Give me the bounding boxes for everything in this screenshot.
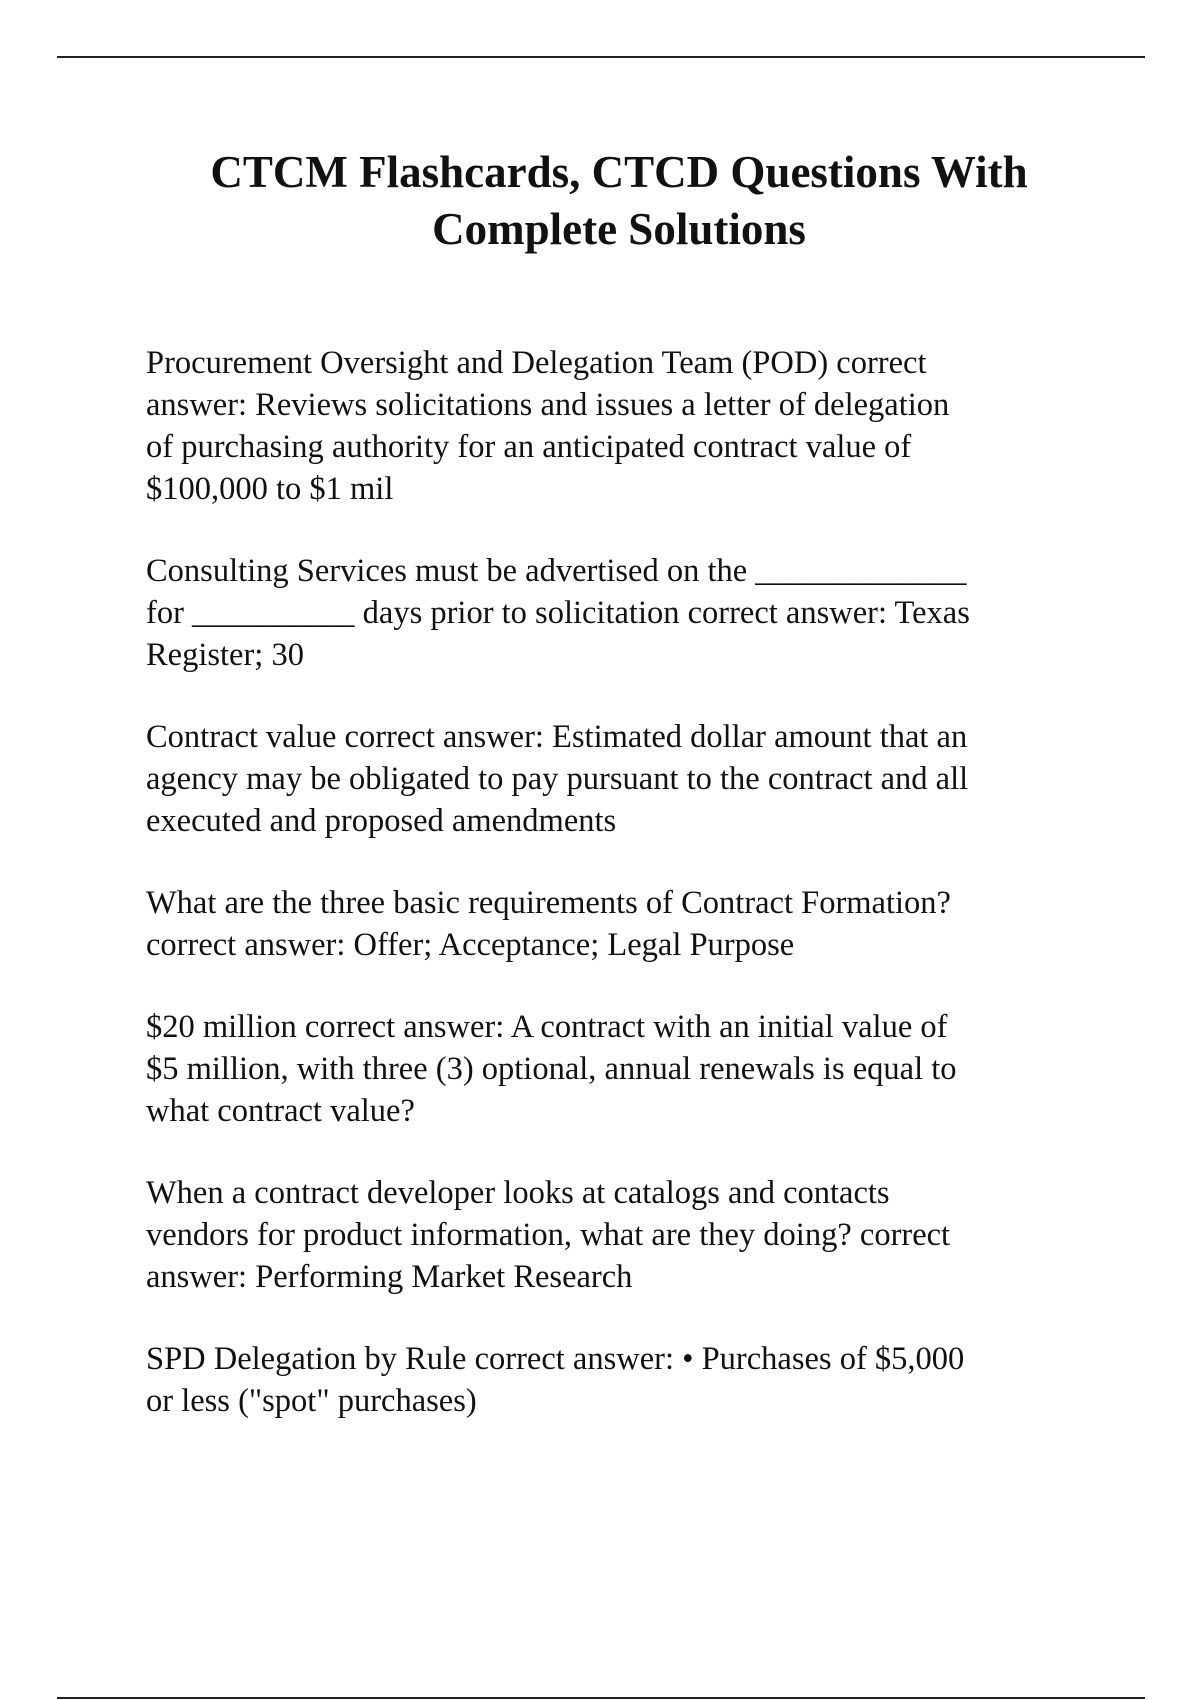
entry-line: agency may be obligated to pay pursuant to the contract and all [146,761,969,797]
flashcard-entry-pod [146,342,1091,510]
entry-line: When a contract developer looks at catalogs and contacts [146,1175,890,1211]
flashcard-entry-contract-formation [146,882,1091,966]
entry-line: SPD Delegation by Rule correct answer: • Purchases of $5,000 [146,1341,965,1377]
flashcard-entry-20-million [146,1006,1091,1132]
entry-line: vendors for product information, what are they doing? correct [146,1217,951,1253]
entry-line: Procurement Oversight and Delegation Team (POD) correct [146,345,927,381]
title-line-1: CTCM Flashcards, CTCD Questions With [210,147,1028,197]
entry-line: answer: Performing Market Research [146,1259,633,1295]
entry-line: correct answer: Offer; Acceptance; Legal Purpose [146,927,795,963]
entry-line: of purchasing authority for an anticipated contract value of [146,429,912,465]
document-title [120,144,1118,258]
entry-line: What are the three basic requirements of Contract Formation? [146,885,951,921]
entry-line: $5 million, with three (3) optional, annual renewals is equal to [146,1051,957,1087]
top-rule [57,56,1145,58]
entry-line: or less ("spot" purchases) [146,1383,477,1419]
flashcard-entry-contract-value [146,716,1091,842]
entry-line: for __________ days prior to solicitation correct answer: Texas [146,595,970,631]
entry-line: Register; 30 [146,637,304,673]
entry-line: $100,000 to $1 mil [146,471,394,507]
entry-line: executed and proposed amendments [146,803,617,839]
entry-line: Contract value correct answer: Estimated dollar amount that an [146,719,968,755]
entry-line: answer: Reviews solicitations and issues a letter of delegation [146,387,950,423]
entry-line: what contract value? [146,1093,415,1129]
flashcard-entry-consulting-services [146,550,1091,676]
entry-line: Consulting Services must be advertised on the _____________ [146,553,967,589]
title-line-2: Complete Solutions [432,204,806,254]
bottom-rule [57,1697,1145,1699]
flashcard-entry-market-research [146,1172,1091,1298]
entry-line: $20 million correct answer: A contract with an initial value of [146,1009,948,1045]
flashcard-list [146,342,1091,1462]
flashcard-entry-spd-delegation [146,1338,1091,1422]
